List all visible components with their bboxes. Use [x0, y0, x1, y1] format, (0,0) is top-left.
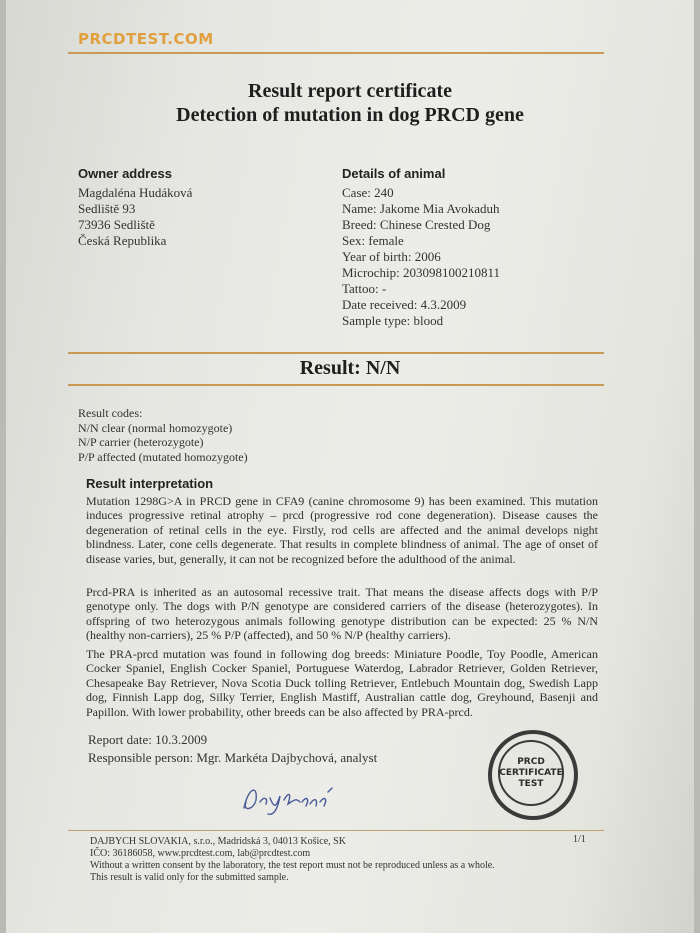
footer-line: Without a written consent by the laboratory, the test report must not be reproduced unless as a whole.	[90, 860, 495, 871]
title-line-2: Detection of mutation in dog PRCD gene	[176, 104, 524, 126]
certificate-page	[6, 0, 694, 933]
result-codes-line: P/P affected (mutated homozygote)	[78, 449, 248, 464]
footer-line: This result is valid only for the submitted sample.	[90, 872, 289, 883]
report-date: Report date: 10.3.2009	[88, 732, 208, 747]
prcdtest-logo: PRCDTEST.COM	[78, 30, 214, 48]
animal-line: Case: 240	[342, 185, 394, 200]
animal-heading: Details of animal	[342, 166, 446, 181]
signature	[238, 778, 342, 818]
animal-line: Sample type: blood	[342, 313, 444, 328]
owner-line: Magdaléna Hudáková	[78, 185, 193, 200]
owner-address	[78, 185, 192, 249]
footer	[90, 836, 495, 884]
animal-line: Tattoo: -	[342, 281, 387, 296]
owner-line: Sedliště 93	[78, 201, 136, 216]
interpretation-paragraph-1: Mutation 1298G>A in PRCD gene in CFA9 (canine chromosome 9) has been examined. This mutation induces progressive retinal atrophy – prcd (progressive rod cone degeneration). Disease causes the degeneration of retinal cells in the eye. Firstly, rod cells are affected and the animal develops night blindness. Later, cone cells degenerate. That results in complete blindness of animal. The age of onset of disease varies, but, generally, it can not be recognized before the adulthood of the animal.	[86, 494, 598, 566]
animal-line: Year of birth: 2006	[342, 249, 441, 264]
stamp-line: TEST	[518, 778, 544, 789]
owner-heading: Owner address	[78, 166, 172, 181]
stamp-line: CERTIFICATE	[499, 767, 563, 778]
result-rule-bottom	[68, 384, 604, 386]
result-rule-top	[68, 352, 604, 354]
footer-line: DAJBYCH SLOVAKIA, s.r.o., Madridská 3, 04013 Košice, SK	[90, 836, 346, 847]
page-number: 1/1	[573, 834, 586, 845]
responsible-person: Responsible person: Mgr. Markéta Dajbychová, analyst	[88, 750, 378, 765]
footer-rule	[68, 830, 604, 831]
owner-line: 73936 Sedliště	[78, 217, 155, 232]
animal-line: Sex: female	[342, 233, 404, 248]
animal-line: Microchip: 203098100210811	[342, 265, 501, 280]
result-codes-line: N/P carrier (heterozygote)	[78, 435, 204, 449]
footer-line: IČO: 36186058, www.prcdtest.com, lab@prcdtest.com	[90, 848, 311, 859]
result-codes	[78, 406, 248, 464]
owner-line: Česká Republika	[78, 233, 167, 248]
interpretation-paragraph-2: Prcd-PRA is inherited as an autosomal recessive trait. That means the disease affects dogs with P/P genotype only. The dogs with P/N genotype are considered carriers of the disease (heterozygotes). In offspring of two heterozygous animals following genotype distribution can be expected: 25 % N/N (healthy non-carriers), 25 % P/P (affected), and 50 % N/P (healthy carriers).	[86, 585, 598, 643]
result-value: Result: N/N	[299, 357, 401, 379]
animal-line: Date received: 4.3.2009	[342, 297, 467, 312]
title-line-1: Result report certificate	[248, 80, 452, 102]
interpretation-paragraph-3: The PRA-prcd mutation was found in following dog breeds: Miniature Poodle, Toy Poodle, American Cocker Spaniel, English Cocker Spaniel, Portuguese Waterdog, Labrador Retriever, Golden Retriever, Chesapeake Bay Retriever, Nova Scotia Duck tolling Retriever, Entlebuch Mountain dog, Swedish Lapp dog, Finnish Lapp dog, Silky Terrier, English Mastiff, Australian cattle dog, Greyhound, Basenji and Papillon. With lower probability, other breeds can be also affected by PRA-prcd.	[86, 647, 598, 719]
stamp-line: PRCD	[517, 756, 545, 767]
animal-details	[342, 185, 500, 329]
certificate-stamp	[488, 730, 578, 820]
header-rule	[68, 52, 604, 54]
result-codes-line: Result codes:	[78, 406, 143, 420]
result-codes-line: N/N clear (normal homozygote)	[78, 420, 233, 435]
interpretation-heading: Result interpretation	[86, 476, 214, 491]
animal-line: Breed: Chinese Crested Dog	[342, 217, 491, 232]
animal-line: Name: Jakome Mia Avokaduh	[342, 201, 500, 216]
